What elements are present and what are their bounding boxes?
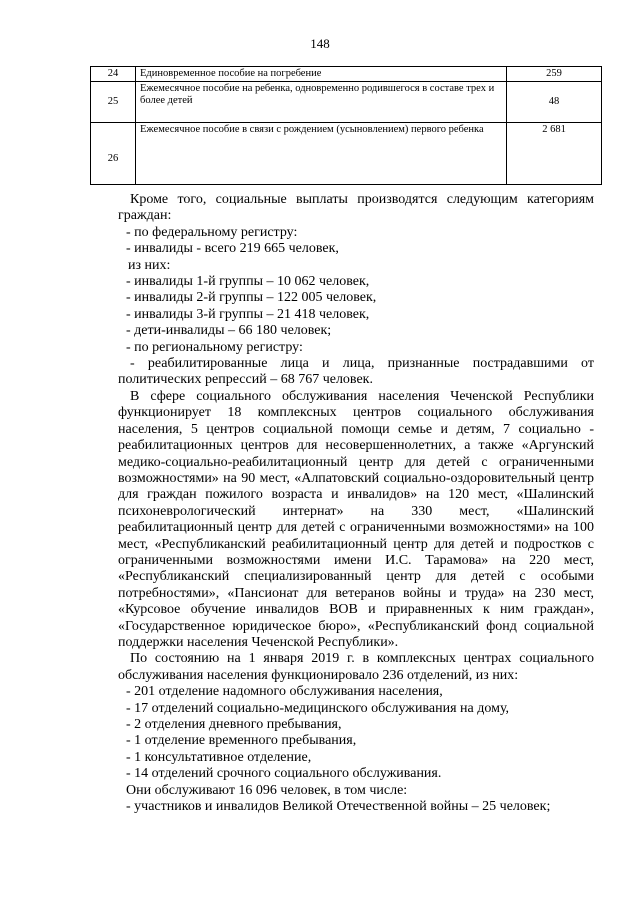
page-number: 148 — [310, 36, 330, 51]
list-item: - инвалиды 2-й группы – 122 005 человек, — [126, 290, 377, 306]
list-item: - 14 отделений срочного социального обслуживания. — [126, 766, 442, 782]
paragraph-categories: Кроме того, социальные выплаты производятся следующим категориям граждан: — [118, 192, 594, 224]
body-text — [118, 192, 594, 815]
list-item: - по региональному регистру: — [126, 339, 303, 355]
row-value: 2 681 — [507, 123, 602, 185]
row-description: Ежемесячное пособие в связи с рождением (усыновлением) первого ребенка — [136, 123, 507, 185]
row-description: Единовременное пособие на погребение — [136, 67, 507, 82]
row-description: Ежемесячное пособие на ребенка, одновременно родившегося в составе трех и более детей — [136, 82, 507, 123]
list-item: - участников и инвалидов Великой Отечественной войны – 25 человек; — [126, 799, 551, 815]
table-row — [91, 123, 602, 185]
row-value: 48 — [507, 82, 602, 123]
list-item: - 17 отделений социально-медицинского обслуживания на дому, — [126, 700, 510, 716]
table-row — [91, 82, 602, 123]
list-item: - 201 отделение надомного обслуживания населения, — [126, 684, 443, 700]
list-item: - 2 отделения дневного пребывания, — [126, 717, 342, 732]
list-item: из них: — [128, 257, 171, 273]
row-value: 259 — [507, 67, 602, 82]
table-row — [91, 67, 602, 82]
list-item: - реабилитированные лица и лица, признанные пострадавшими от политических репрессий – 68 767 человек. — [118, 356, 594, 388]
list-item: - 1 консультативное отделение, — [126, 749, 312, 765]
benefits-table — [90, 66, 602, 185]
paragraph-served: Они обслуживают 16 096 человек, в том числе: — [126, 782, 408, 798]
list-item: - по федеральному регистру: — [126, 224, 298, 240]
row-number: 24 — [91, 67, 136, 82]
list-item: - инвалиды 1-й группы – 10 062 человек, — [126, 274, 370, 290]
paragraph-departments: По состоянию на 1 января 2019 г. в комплексных центрах социального обслуживания населения функционировало 236 отделений, из них: — [118, 651, 594, 683]
list-item: - инвалиды 3-й группы – 21 418 человек, — [126, 306, 370, 322]
list-item: - дети-инвалиды – 66 180 человек; — [126, 323, 332, 339]
row-number: 26 — [91, 123, 136, 185]
list-item: - 1 отделение временного пребывания, — [126, 733, 357, 749]
row-number: 25 — [91, 82, 136, 123]
list-item: - инвалиды - всего 219 665 человек, — [126, 241, 339, 257]
paragraph-institutions: В сфере социального обслуживания населения Чеченской Республики функционирует 18 комплексных центров социального обслуживания населения, 5 центров социальной помощи семье и детям, 7 социально - реабилитационных центров для несовершеннолетних, а также «Аргунский медико-социально-реабилитационный центр для детей с ограниченными возможностями» на 90 мест, «Алпатовский социально-оздоровительный центр для граждан пожилого возраста и инвалидов» на 120 мест, «Шалинский психоневрологический интернат» на 330 мест, «Шалинский реабилитационный центр для детей с ограниченными возможностями» на 100 мест, «Республиканский реабилитационный центр для детей и подростков с ограниченными возможностями имени И.С. Тарамова» на 220 мест, «Республиканский специализированный центр для детей с особыми потребностями», «Пансионат для ветеранов войны и труда» на 230 мест, «Курсовое обучение инвалидов ВОВ и приравненных к ним граждан», «Государственное юридическое бюро», «Республиканский фонд социальной поддержки населения Чеченской Республики». — [118, 388, 594, 650]
